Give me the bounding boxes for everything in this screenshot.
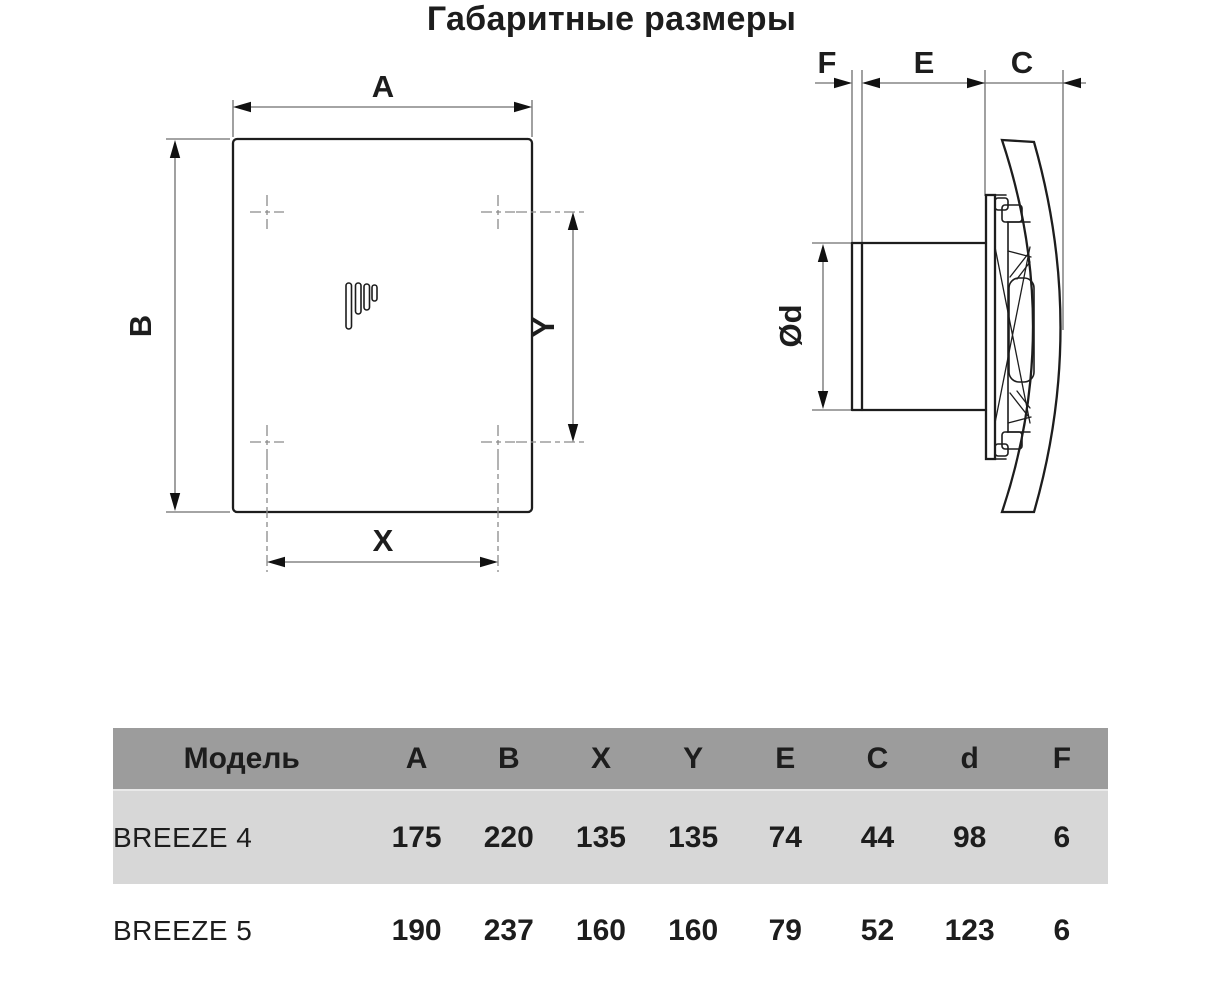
dim-d-label: Ød bbox=[773, 304, 808, 348]
value-b: 237 bbox=[483, 914, 534, 947]
value-f: 6 bbox=[1053, 914, 1071, 947]
model-name: BREEZE 4 bbox=[113, 821, 253, 853]
col-header-f: F bbox=[1016, 728, 1108, 790]
col-header-c: C bbox=[831, 728, 923, 790]
dimensions-table bbox=[113, 728, 1108, 978]
dim-a-label: A bbox=[371, 69, 395, 104]
value-y: 135 bbox=[668, 820, 719, 854]
col-header-e: E bbox=[739, 728, 831, 790]
col-header-model: Модель bbox=[113, 728, 371, 790]
value-y: 160 bbox=[668, 914, 719, 947]
value-x: 160 bbox=[575, 914, 626, 947]
mounting-hole-marks bbox=[250, 195, 515, 459]
dim-y-label: Y bbox=[526, 316, 561, 338]
front-plate-outline bbox=[233, 139, 532, 512]
dim-d bbox=[773, 243, 852, 410]
dim-b-label: B bbox=[123, 314, 158, 338]
value-c: 52 bbox=[860, 914, 895, 947]
col-header-y: Y bbox=[647, 728, 739, 790]
table-header-row bbox=[113, 728, 1108, 790]
value-d: 98 bbox=[952, 820, 987, 854]
value-c: 44 bbox=[860, 820, 895, 854]
value-a: 190 bbox=[391, 914, 442, 947]
dim-y bbox=[516, 212, 585, 442]
value-e: 79 bbox=[768, 914, 802, 947]
table-row bbox=[113, 790, 1108, 884]
dim-b bbox=[123, 139, 230, 512]
model-name: BREEZE 5 bbox=[113, 915, 253, 946]
value-f: 6 bbox=[1053, 820, 1071, 854]
vent-logo-icon bbox=[346, 283, 377, 329]
value-b: 220 bbox=[483, 820, 534, 854]
front-view bbox=[123, 69, 585, 572]
col-header-x: X bbox=[555, 728, 647, 790]
dim-c-label: C bbox=[1010, 45, 1034, 80]
value-d: 123 bbox=[944, 914, 995, 947]
table-row bbox=[113, 884, 1108, 978]
col-header-a: A bbox=[371, 728, 463, 790]
fan-assembly bbox=[995, 198, 1034, 456]
col-header-d: d bbox=[924, 728, 1016, 790]
dim-e-label: E bbox=[913, 45, 935, 80]
duct-tube bbox=[852, 243, 986, 410]
dim-x bbox=[267, 459, 498, 572]
value-a: 175 bbox=[391, 820, 442, 854]
dim-x-label: X bbox=[372, 523, 394, 558]
dim-f-label: F bbox=[817, 45, 837, 80]
dim-a bbox=[233, 69, 532, 137]
section-title: Габаритные размеры bbox=[426, 0, 797, 38]
side-view bbox=[773, 45, 1086, 512]
value-e: 74 bbox=[768, 820, 802, 854]
value-x: 135 bbox=[575, 820, 626, 854]
col-header-b: B bbox=[463, 728, 555, 790]
